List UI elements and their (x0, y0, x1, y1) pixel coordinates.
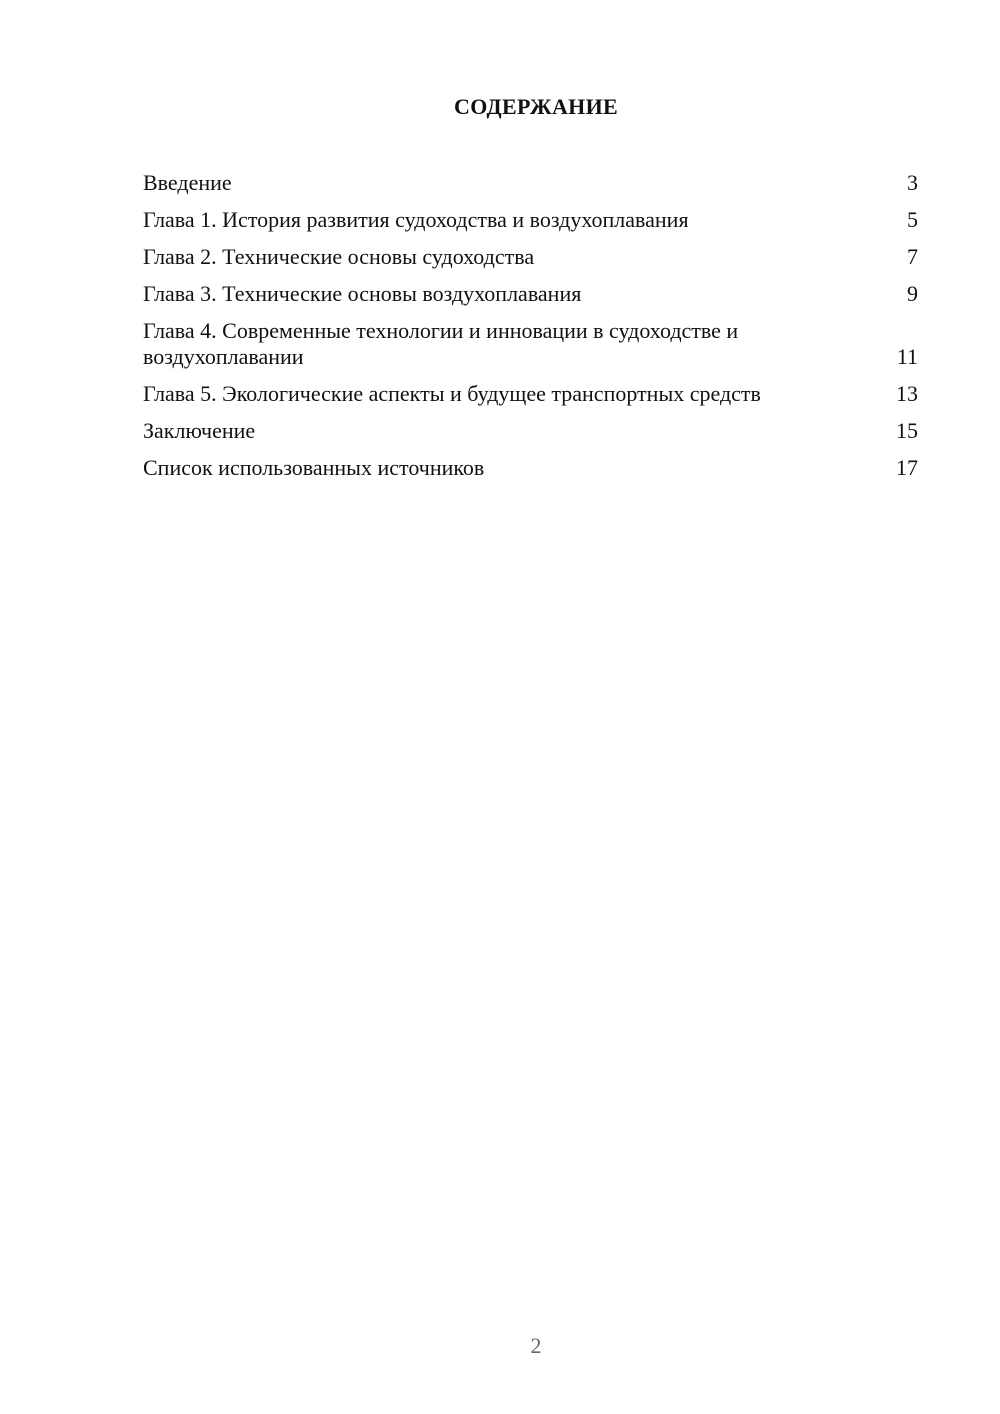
toc-entry-title: Глава 5. Экологические аспекты и будущее транспортных средств (143, 381, 761, 406)
toc-entry-title: Глава 2. Технические основы судоходства (143, 244, 535, 269)
toc-entry-chapter-4 (143, 318, 918, 370)
toc-entry-title: Глава 1. История развития судоходства и воздухоплавания (143, 207, 689, 232)
toc-entry-page: 13 (896, 381, 918, 406)
toc-entry-introduction (143, 170, 918, 196)
toc-entry-references (143, 455, 918, 481)
toc-entry-chapter-5 (143, 381, 918, 407)
toc-entry-page: 11 (896, 344, 918, 369)
toc-entry-title: Глава 4. Современные технологии и инновации в судоходстве и воздухоплавании (143, 318, 739, 369)
toc-entry-page: 3 (907, 170, 918, 195)
toc-entry-chapter-1 (143, 207, 918, 233)
page-title: СОДЕРЖАНИЕ (454, 94, 618, 119)
toc-entry-title: Список использованных источников (143, 455, 485, 480)
page-number: 2 (530, 1333, 542, 1358)
toc-entry-page: 17 (896, 455, 918, 480)
toc-entry-title: Глава 3. Технические основы воздухоплавания (143, 281, 582, 306)
toc-entry-chapter-3 (143, 281, 918, 307)
toc-entry-conclusion (143, 418, 918, 444)
toc-entry-title: Заключение (143, 418, 256, 443)
toc-entry-chapter-2 (143, 244, 918, 270)
toc-entry-page: 5 (907, 207, 918, 232)
toc-entry-page: 9 (907, 281, 918, 306)
toc-entry-title: Введение (143, 170, 232, 195)
toc-entry-page: 15 (896, 418, 918, 443)
toc-entry-page: 7 (907, 244, 918, 269)
table-of-contents (143, 170, 918, 492)
